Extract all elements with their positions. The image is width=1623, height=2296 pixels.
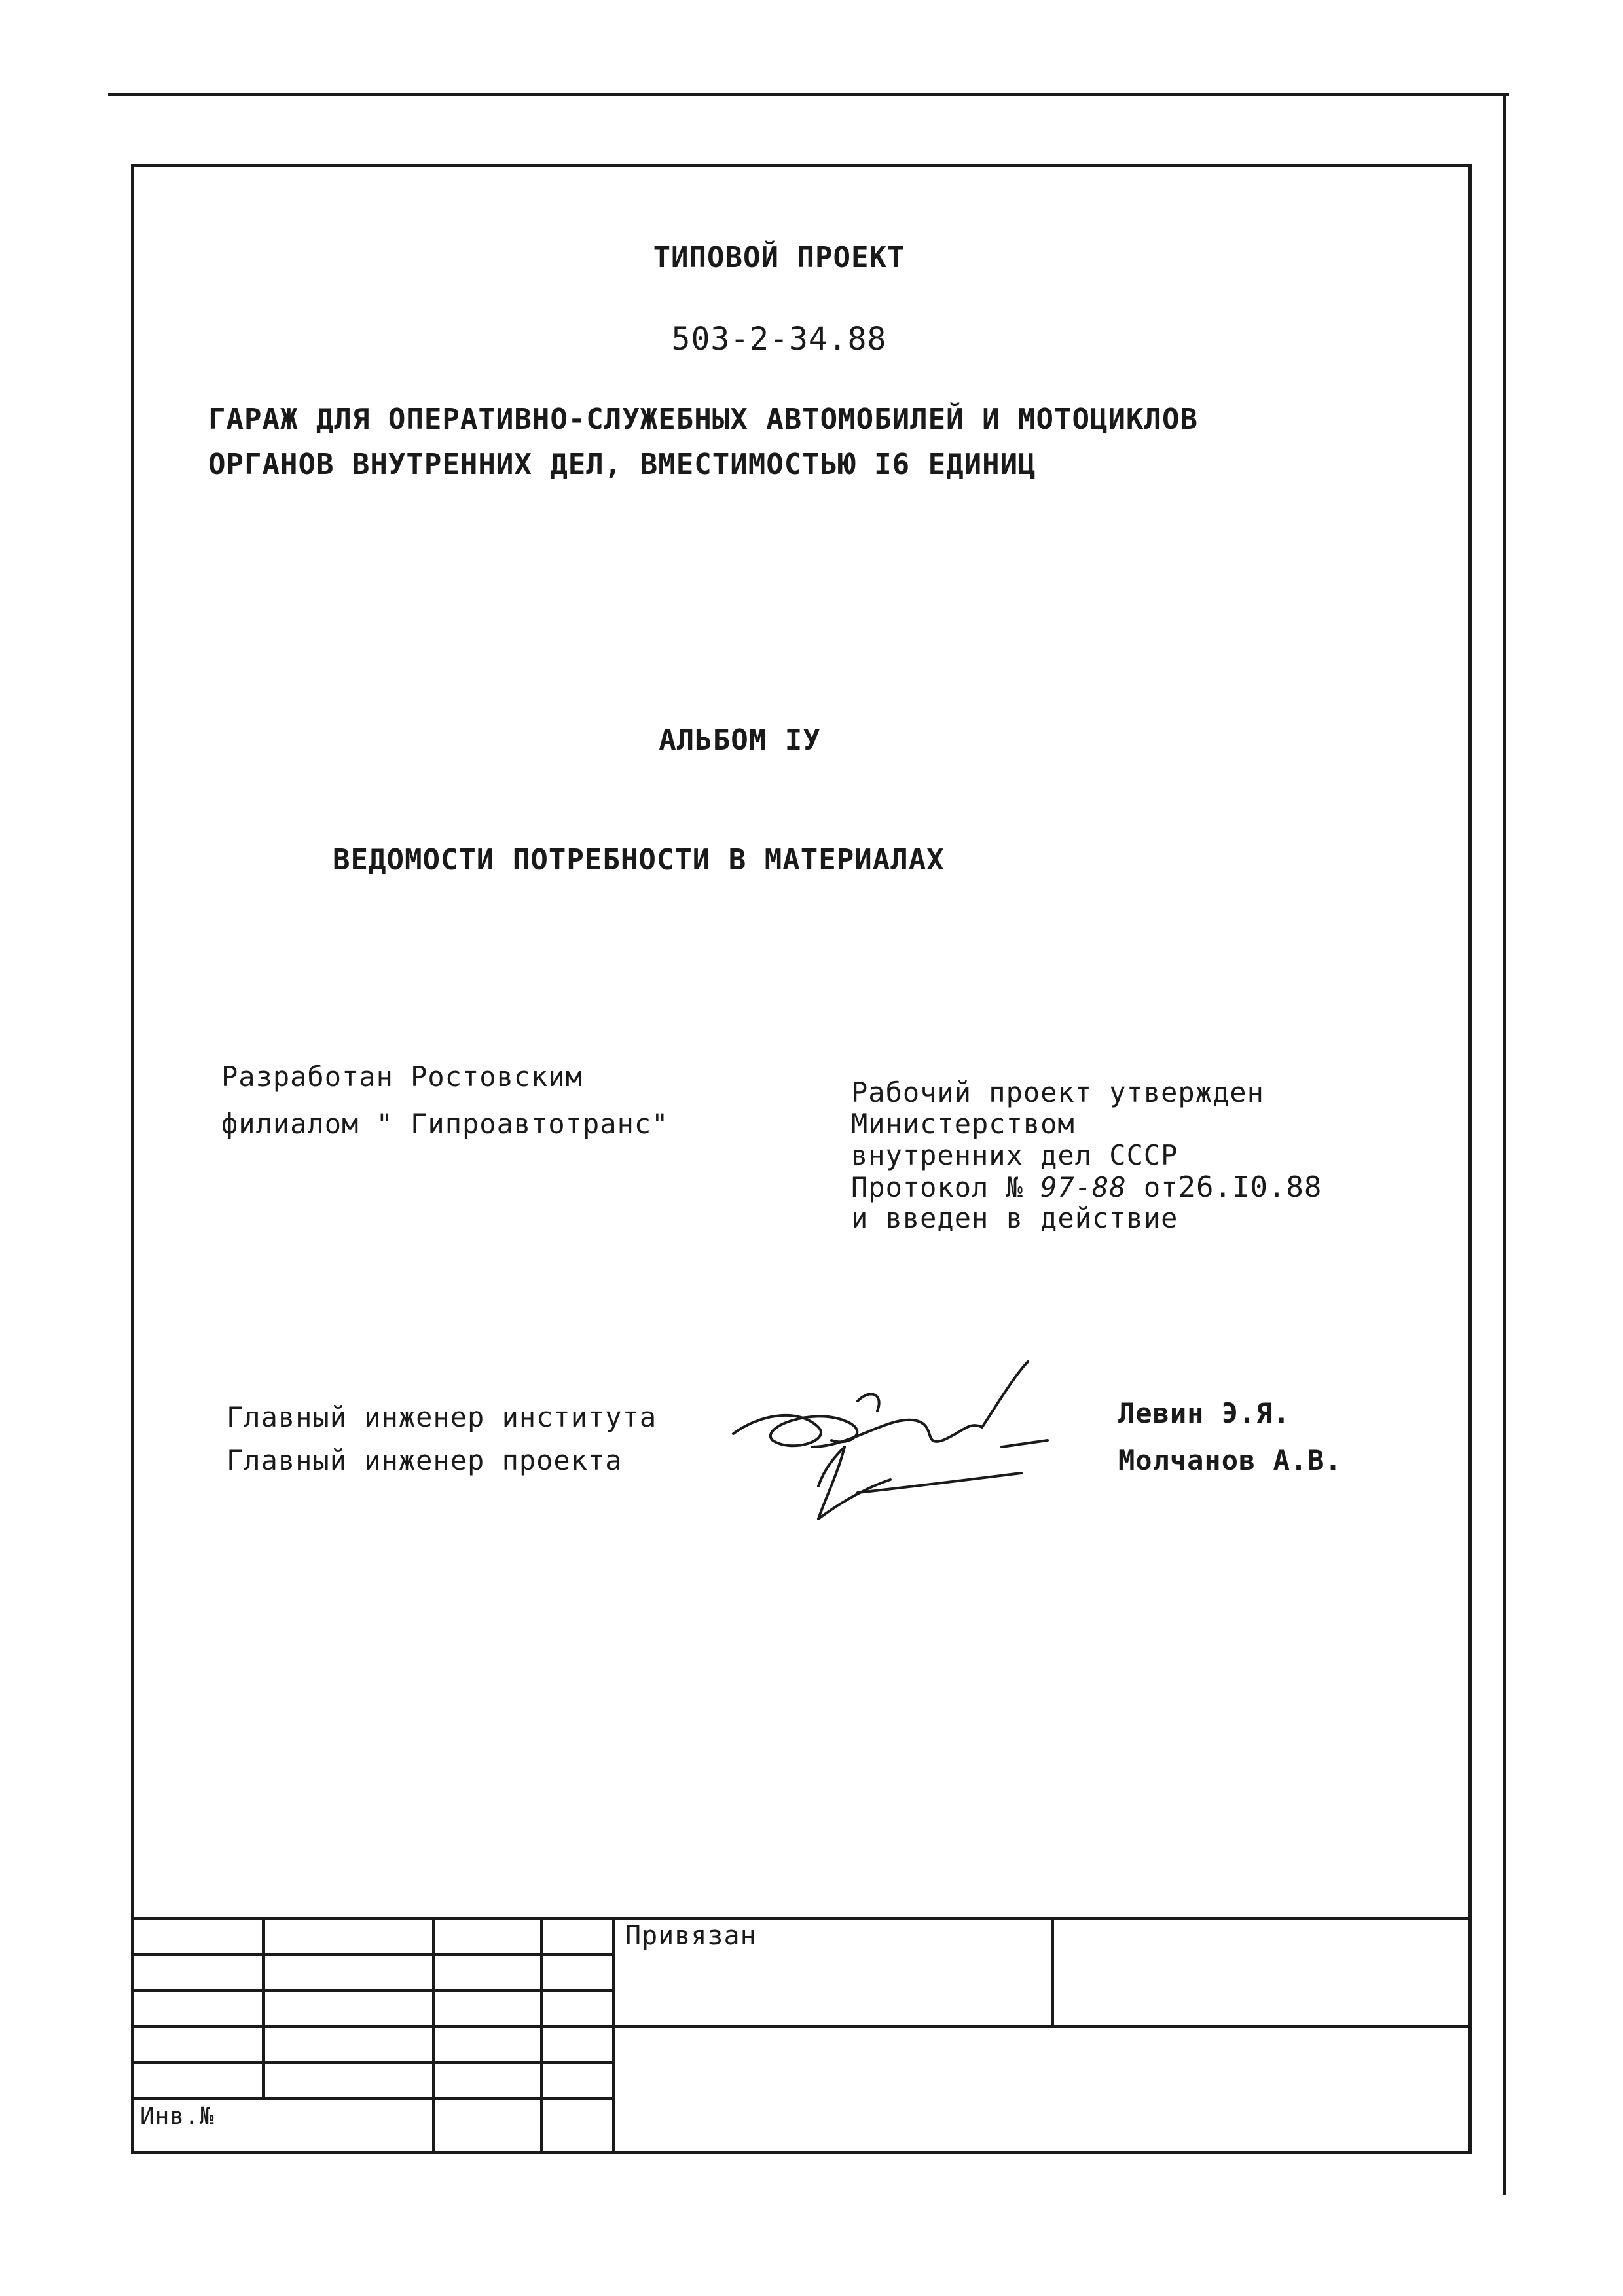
- stamp-col-line-3: [540, 1917, 543, 2151]
- project-title-line1: ГАРАЖ ДЛЯ ОПЕРАТИВНО-СЛУЖЕБНЫХ АВТОМОБИЛЕЙ И МОТОЦИКЛОВ: [208, 403, 1198, 436]
- album-subtitle: ВЕДОМОСТИ ПОТРЕБНОСТИ В МАТЕРИАЛАХ: [333, 843, 945, 877]
- approval-line2: Министерством: [851, 1108, 1075, 1140]
- signatory-role-1: Главный инженер института: [227, 1401, 657, 1433]
- stamp-col-line-5: [1051, 1917, 1054, 2027]
- stamp-bound-label: Привязан: [625, 1921, 757, 1951]
- page-edge-top: [108, 93, 1509, 96]
- protocol-from: от: [1143, 1171, 1178, 1203]
- stamp-col-line-4: [612, 1917, 615, 2151]
- stamp-col-line-1: [262, 1917, 265, 2100]
- project-title-line2: ОРГАНОВ ВНУТРЕННИХ ДЕЛ, ВМЕСТИМОСТЬЮ I6 ЕДИНИЦ: [208, 448, 1036, 481]
- signatory-name-1: Левин Э.Я.: [1118, 1397, 1290, 1429]
- approval-protocol-line: [851, 1171, 1322, 1204]
- approval-line1: Рабочий проект утвержден: [851, 1076, 1264, 1108]
- developer-line2: филиалом " Гипроавтотранс": [221, 1108, 669, 1140]
- album-label: АЛЬБОМ IУ: [659, 723, 821, 757]
- project-number: 503-2-34.88: [671, 321, 887, 357]
- protocol-number: 97-88: [1040, 1171, 1127, 1203]
- signature-2: [799, 1414, 1087, 1532]
- stamp-row-line-3: [134, 2025, 1468, 2028]
- approval-line5: и введен в действие: [851, 1202, 1178, 1234]
- developer-line1: Разработан Ростовским: [221, 1061, 583, 1093]
- approval-line3: внутренних дел СССР: [851, 1139, 1178, 1171]
- stamp-inv-label: Инв.№: [140, 2103, 215, 2130]
- protocol-prefix: Протокол №: [851, 1171, 1023, 1203]
- stamp-top-line: [134, 1917, 1468, 1920]
- signatory-role-2: Главный инженер проекта: [227, 1444, 623, 1476]
- page-edge-right: [1503, 93, 1506, 2195]
- signatory-name-2: Молчанов А.В.: [1118, 1444, 1342, 1476]
- stamp-col-line-2: [432, 1917, 435, 2151]
- project-type-label: ТИПОВОЙ ПРОЕКТ: [653, 241, 905, 274]
- protocol-date: 26.I0.88: [1178, 1171, 1322, 1204]
